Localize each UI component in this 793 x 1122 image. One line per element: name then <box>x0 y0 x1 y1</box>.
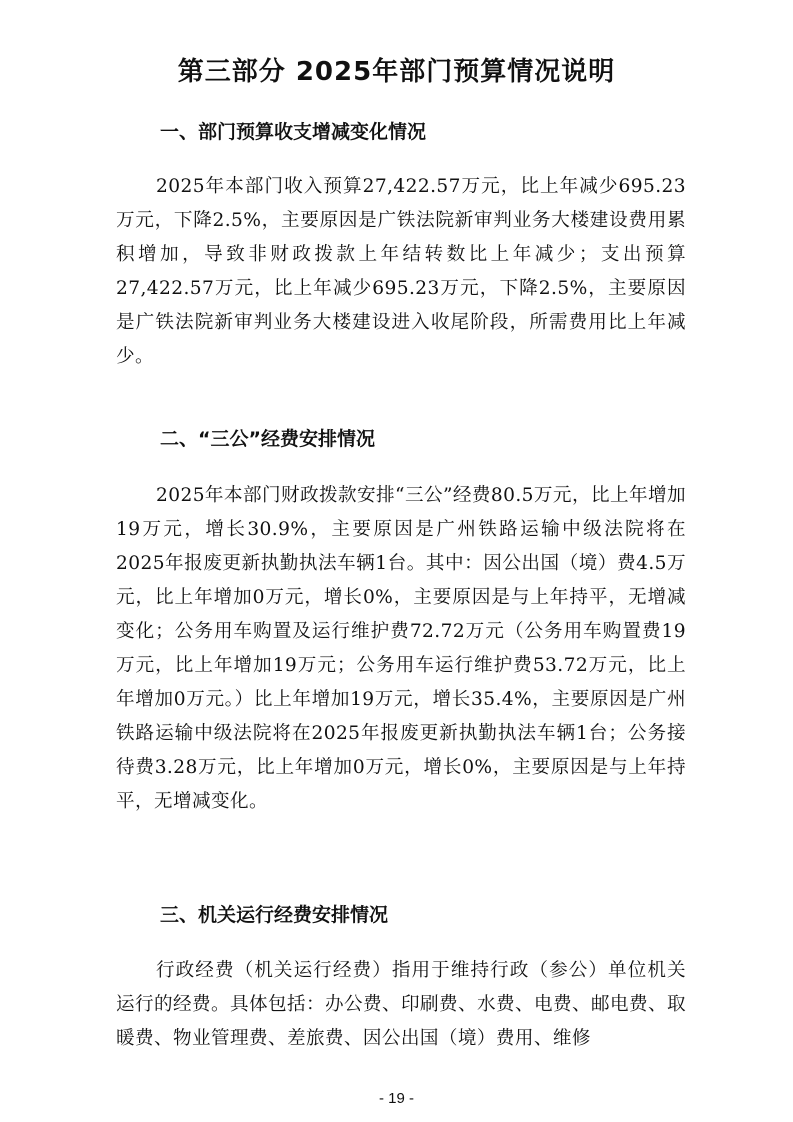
page-title: 第三部分 2025年部门预算情况说明 <box>177 57 616 87</box>
section-heading-operating-expenses: 三、机关运行经费安排情况 <box>160 904 389 926</box>
paragraph-three-public-expenses: 2025年本部门财政拨款安排“三公”经费80.5万元，比上年增加19万元，增长30.9%，主要原因是广州铁路运输中级法院将在2025年报废更新执勤执法车辆1台。其中：因公出国（境）费4.5万元，比上年增加0万元，增长0%，主要原因是与上年持平，无增减变化；公务用车购置及运行维护费72.72万元（公务用车购置费19万元，比上年增加19万元；公务用车运行维护费53.72万元，比上年增加0万元。）比上年增加19万元，增长35.4%，主要原因是广州铁路运输中级法院将在2025年报废更新执勤执法车辆1台；公务接待费3.28万元，比上年增加0万元，增长0%，主要原因是与上年持平，无增减变化。 <box>116 485 686 812</box>
paragraph-operating-expenses: 行政经费（机关运行经费）指用于维持行政（参公）单位机关运行的经费。具体包括：办公费、印刷费、水费、电费、邮电费、取暖费、物业管理费、差旅费、因公出国（境）费用、维修 <box>116 960 686 1049</box>
paragraph-budget-change: 2025年本部门收入预算27,422.57万元，比上年减少695.23万元，下降2.5%，主要原因是广铁法院新审判业务大楼建设费用累积增加，导致非财政拨款上年结转数比上年减少；支出预算27,422.57万元，比上年减少695.23万元，下降2.5%，主要原因是广铁法院新审判业务大楼建设进入收尾阶段，所需费用比上年减少。 <box>116 176 686 367</box>
page-number: - 19 - <box>378 1090 414 1107</box>
section-heading-budget-change: 一、部门预算收支增减变化情况 <box>160 121 427 143</box>
section-heading-three-public-expenses: 二、“三公”经费安排情况 <box>160 428 375 450</box>
